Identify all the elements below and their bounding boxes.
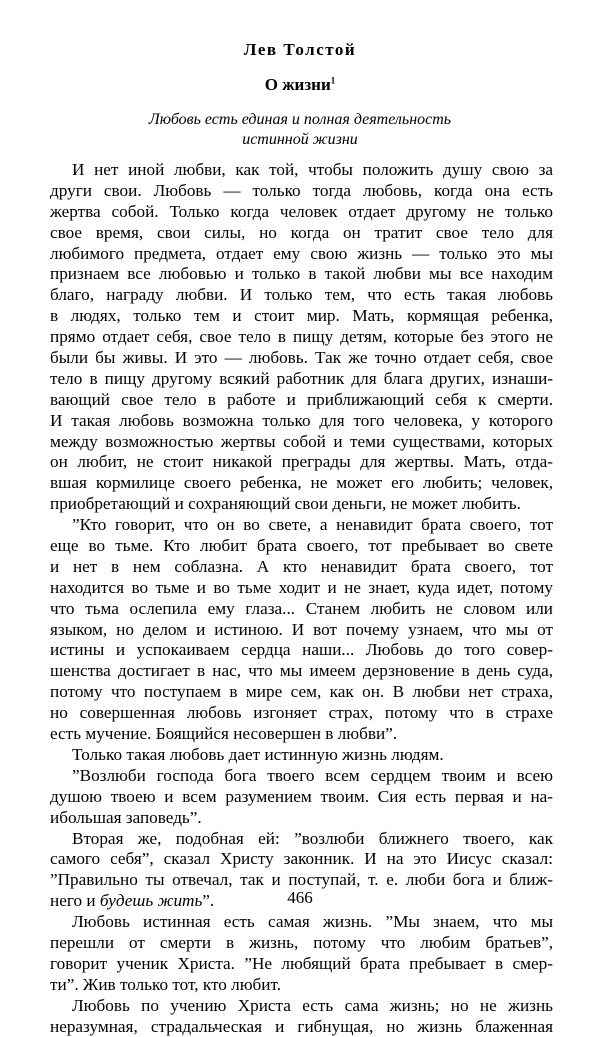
text-line: и нет в нем соблазна. А кто ненавидит брата своего, тот (50, 556, 553, 576)
text-fragment: него и (50, 891, 96, 911)
text-line: Любовь истинная есть самая жизнь. ”Мы знаем, что мы (72, 912, 553, 932)
chapter-title-text: О жизни (264, 75, 331, 94)
text-fragment: ”. (202, 891, 215, 911)
text-line: И нет иной любви, как той, чтобы положить душу свою за (72, 160, 553, 179)
text-line: говорит ученик Христа. ”Не любящий брата пребывает в смер- (50, 953, 553, 973)
epigraph-line: истинной жизни (242, 131, 358, 148)
text-line: признаем все любовью и только в такой любви мы все находим (50, 264, 553, 284)
text-line: прямо отдает себя, свое тело в пищу детям, которые без этого не (50, 327, 553, 347)
text-line: благо, награду любви. И только тем, что есть такая любовь (50, 285, 553, 305)
text-line: Вторая же, подобная ей: ”возлюби ближнего твоего, как (72, 828, 553, 848)
author-name: Лев Толстой (243, 40, 357, 59)
text-line: истины и успокаиваем сердца наши... Любовь до того совер- (50, 640, 553, 660)
text-line: языком, но делом и истиною. И вот почему узнаем, что мы от (50, 619, 553, 639)
text-line: свое время, свои силы, но когда он тратит свое тело для (50, 222, 553, 242)
text-line: жертва собой. Только когда человек отдает другому не только (50, 201, 553, 221)
text-line: есть мучение. Боящийся несовершен в любви”. (50, 724, 398, 744)
text-line: были бы живы. И это — любовь. Так же точно отдает себя, свое (50, 348, 553, 368)
text-line: между возможностью жертвы собой и теми существами, которых (50, 431, 553, 451)
text-line: ”Возлюби господа бога твоего всем сердцем твоим и всею (72, 765, 553, 785)
text-line: вающий свое тело в работе и приближающий себя к смерти. (50, 389, 553, 409)
text-line: И такая любовь возможна только для того человека, у которого (50, 410, 553, 430)
text-line: ”Кто говорит, что он во свете, а ненавидит брата своего, тот (72, 515, 553, 535)
text-line: самого себя”, сказал Христу законник. И на это Иисус сказал: (50, 849, 553, 869)
text-line: находится во тьме и во тьме ходит и не знает, куда идет, потому (50, 577, 553, 597)
text-line: потому что поступаем в мире сем, как он. В любви нет страха, (50, 682, 553, 702)
chapter-title (0, 75, 600, 95)
text-line: в людях, только тем и стоит мир. Мать, кормящая ребенка, (50, 306, 553, 326)
text-line: еще во тьме. Кто любит брата своего, тот пребывает во свете (50, 536, 553, 556)
page-number: 466 (287, 888, 313, 907)
text-line: но совершенная любовь изгоняет страх, потому что в страхе (50, 703, 553, 723)
text-line: тело в пищу другому всякий работник для блага других, изнаши- (50, 368, 553, 388)
text-line: что тьма ослепила ему глаза... Станем любить не словом или (50, 598, 553, 618)
text-line: душою твоею и всем разумением твоим. Сия есть первая и на- (50, 786, 553, 806)
italic-fragment: будешь жить (99, 891, 203, 911)
text-line: вшая кормилице своего ребенка, не может его любить; человек, (50, 473, 553, 493)
text-line: Любовь по учению Христа есть сама жизнь; но не жизнь (72, 995, 553, 1015)
text-line: ти”. Жив только тот, кто любит. (50, 974, 282, 994)
text-line: ”Правильно ты отвечал, так и поступай, т. е. люби бога и ближ- (50, 870, 553, 890)
footnote-marker: 1 (330, 75, 336, 86)
text-line: перешли от смерти в жизнь, потому что любим братьев”, (50, 932, 553, 952)
text-line: он любит, не стоит никакой преграды для жертвы. Мать, отда- (50, 452, 553, 472)
text-line: любимого предмета, отдает ему свою жизнь — только это мы (50, 243, 553, 263)
epigraph (100, 110, 500, 150)
text-line: неразумная, страдальческая и гибнущая, но жизнь блаженная (50, 1016, 553, 1036)
text-line: шенства достигает в нас, что мы имеем дерзновение в день суда, (50, 661, 553, 681)
epigraph-line: Любовь есть единая и полная деятельность (148, 111, 452, 128)
text-line: Только такая любовь дает истинную жизнь людям. (72, 744, 444, 764)
text-line: ибольшая заповедь”. (50, 807, 202, 827)
text-line: други свои. Любовь — только тогда любовь, когда она есть (50, 180, 553, 200)
text-line: приобретающий и сохраняющий свои деньги, не может любить. (50, 494, 521, 514)
